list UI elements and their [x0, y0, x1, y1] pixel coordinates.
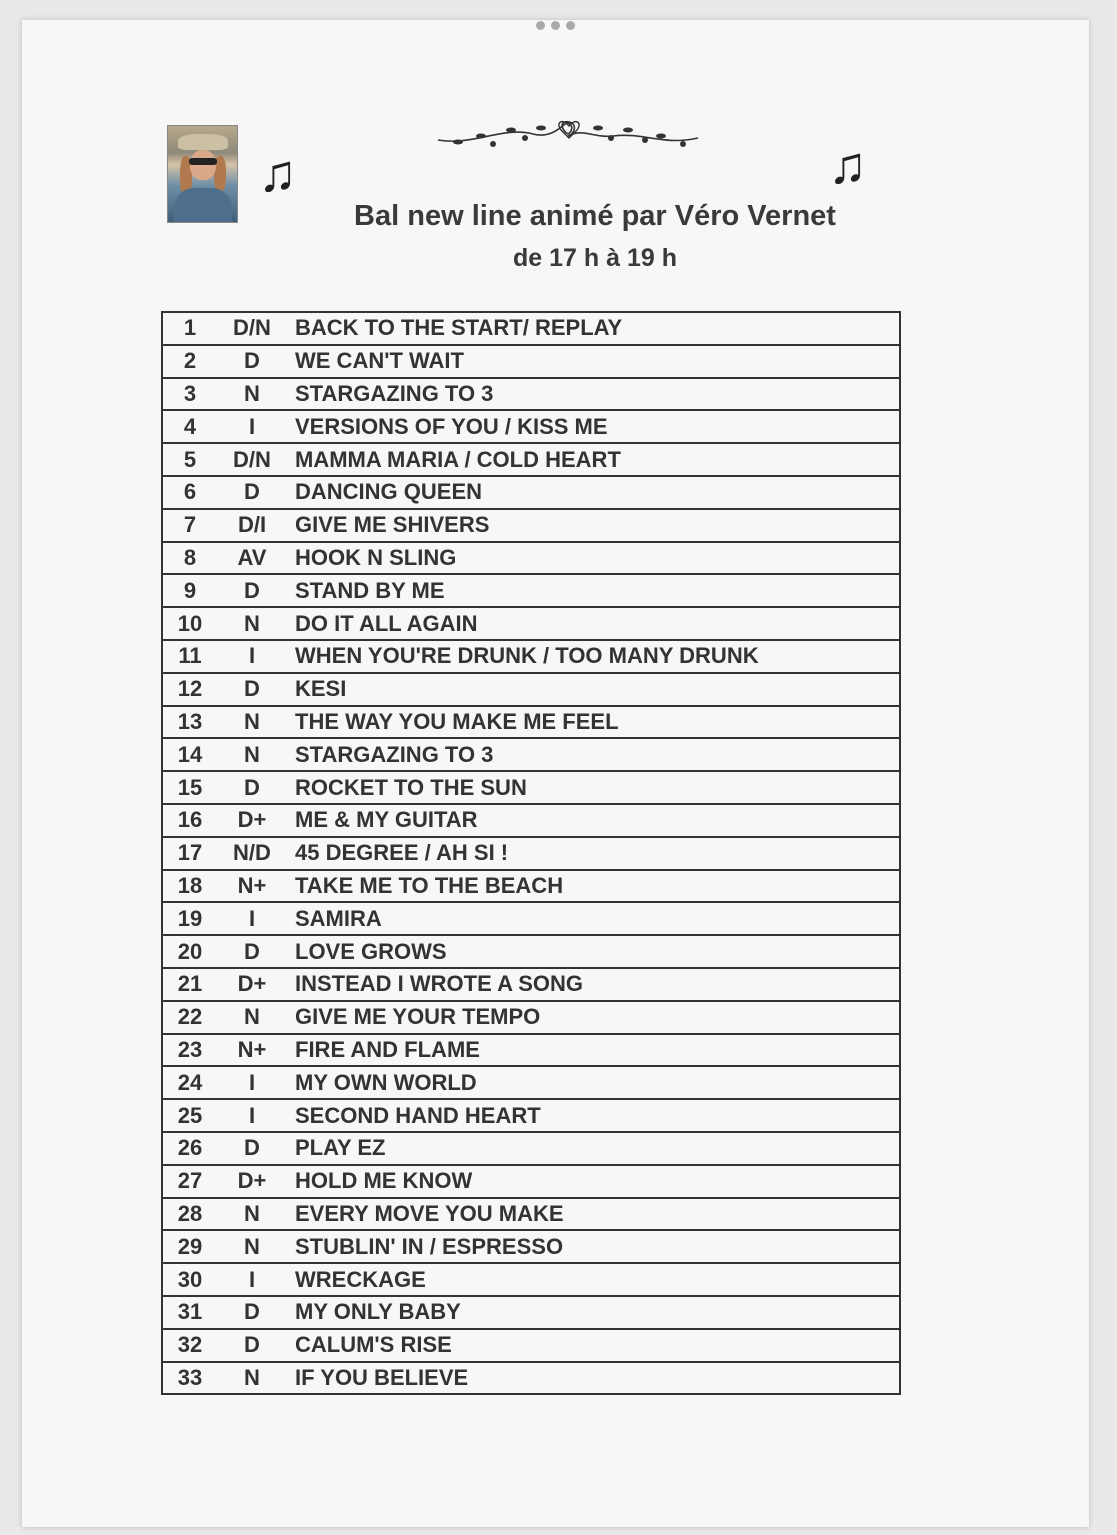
song-title: MY OWN WORLD	[295, 1069, 477, 1095]
song-title: VERSIONS OF YOU / KISS ME	[295, 413, 608, 439]
row-number: 10	[177, 610, 203, 636]
table-row	[163, 871, 899, 904]
table-row	[163, 936, 899, 969]
page-subtitle: de 17 h à 19 h	[513, 244, 677, 272]
song-title: FIRE AND FLAME	[295, 1036, 480, 1062]
table-row	[163, 1067, 899, 1100]
portrait-photo	[167, 125, 238, 223]
song-title: WHEN YOU'RE DRUNK / TOO MANY DRUNK	[295, 643, 759, 669]
dance-level: D	[244, 1332, 260, 1358]
table-row	[163, 411, 899, 444]
dance-level: D	[244, 676, 260, 702]
table-row	[163, 1199, 899, 1232]
dance-level: N+	[237, 1036, 267, 1062]
dance-level: D	[244, 1135, 260, 1161]
song-title: STARGAZING TO 3	[295, 380, 494, 406]
dance-level: N	[244, 708, 260, 734]
table-row	[163, 444, 899, 477]
dance-level: D+	[237, 971, 267, 997]
row-number: 25	[177, 1102, 203, 1128]
table-row	[163, 477, 899, 510]
dance-level: D	[244, 479, 260, 505]
dance-level: D	[244, 938, 260, 964]
song-title: EVERY MOVE YOU MAKE	[295, 1200, 564, 1226]
song-title: WRECKAGE	[295, 1266, 426, 1292]
table-row	[163, 1166, 899, 1199]
song-title: WE CAN'T WAIT	[295, 348, 464, 374]
dance-level: I	[248, 1069, 256, 1095]
row-number: 29	[177, 1233, 203, 1259]
dance-level: N	[244, 1200, 260, 1226]
row-number: 22	[177, 1004, 203, 1030]
song-title: MAMMA MARIA / COLD HEART	[295, 446, 621, 472]
row-number: 24	[177, 1069, 203, 1095]
dance-level: D	[244, 1299, 260, 1325]
song-title: GIVE ME YOUR TEMPO	[295, 1004, 541, 1030]
row-number: 17	[177, 840, 203, 866]
table-row	[163, 379, 899, 412]
dance-level: N+	[237, 872, 267, 898]
playlist-table	[161, 311, 901, 1395]
page-title: Bal new line animé par Véro Vernet	[354, 200, 836, 232]
song-title: HOLD ME KNOW	[295, 1168, 473, 1194]
row-number: 19	[177, 905, 203, 931]
row-number: 4	[183, 413, 197, 439]
row-number: 31	[177, 1299, 203, 1325]
dance-level: D/N	[233, 315, 271, 341]
song-title: KESI	[295, 676, 347, 702]
row-number: 13	[177, 708, 203, 734]
table-row	[163, 739, 899, 772]
song-title: PLAY EZ	[295, 1135, 386, 1161]
song-title: 45 DEGREE / AH SI !	[295, 840, 509, 866]
row-number: 9	[183, 577, 197, 603]
dance-level: D/I	[237, 512, 267, 538]
table-row	[163, 1100, 899, 1133]
row-number: 28	[177, 1200, 203, 1226]
row-number: 12	[177, 676, 203, 702]
row-number: 14	[177, 741, 203, 767]
song-title: STARGAZING TO 3	[295, 741, 494, 767]
dance-level: D	[244, 348, 260, 374]
table-row	[163, 838, 899, 871]
song-title: STUBLIN' IN / ESPRESSO	[295, 1233, 564, 1259]
song-title: SECOND HAND HEART	[295, 1102, 541, 1128]
table-row	[163, 1297, 899, 1330]
table-row	[163, 543, 899, 576]
song-title: STAND BY ME	[295, 577, 445, 603]
row-number: 32	[177, 1332, 203, 1358]
row-number: 6	[183, 479, 197, 505]
table-row	[163, 510, 899, 543]
row-number: 8	[183, 544, 197, 570]
song-title: THE WAY YOU MAKE ME FEEL	[295, 708, 619, 734]
table-row	[163, 346, 899, 379]
song-title: MY ONLY BABY	[295, 1299, 461, 1325]
table-row	[163, 707, 899, 740]
song-title: ME & MY GUITAR	[295, 807, 478, 833]
table-row	[163, 1002, 899, 1035]
dance-level: I	[248, 1266, 256, 1292]
dance-level: N	[244, 1233, 260, 1259]
dance-level: N	[244, 610, 260, 636]
table-row	[163, 608, 899, 641]
row-number: 18	[177, 872, 203, 898]
song-title: SAMIRA	[295, 905, 382, 931]
song-title: LOVE GROWS	[295, 938, 447, 964]
table-row	[163, 575, 899, 608]
song-title: DANCING QUEEN	[295, 479, 483, 505]
row-number: 33	[177, 1364, 203, 1390]
dance-level: N/D	[233, 840, 271, 866]
dance-level: I	[248, 413, 256, 439]
song-title: TAKE ME TO THE BEACH	[295, 872, 564, 898]
music-note-icon: ♫	[258, 145, 297, 203]
music-note-icon: ♫	[828, 137, 867, 195]
song-title: ROCKET TO THE SUN	[295, 774, 527, 800]
row-number: 16	[177, 807, 203, 833]
table-row	[163, 1231, 899, 1264]
dance-level: N	[244, 1364, 260, 1390]
dance-level: D	[244, 577, 260, 603]
row-number: 23	[177, 1036, 203, 1062]
row-number: 20	[177, 938, 203, 964]
row-number: 3	[183, 380, 197, 406]
table-row	[163, 1363, 899, 1396]
table-row	[163, 1264, 899, 1297]
song-title: CALUM'S RISE	[295, 1332, 452, 1358]
row-number: 21	[177, 971, 203, 997]
song-title: GIVE ME SHIVERS	[295, 512, 490, 538]
row-number: 27	[177, 1168, 203, 1194]
song-title: HOOK N SLING	[295, 544, 457, 570]
table-row	[163, 1133, 899, 1166]
dance-level: D+	[237, 807, 267, 833]
table-row	[163, 313, 899, 346]
dance-level: D	[244, 774, 260, 800]
dance-level: AV	[237, 544, 267, 570]
song-title: DO IT ALL AGAIN	[295, 610, 478, 636]
row-number: 26	[177, 1135, 203, 1161]
dance-level: N	[244, 380, 260, 406]
dance-level: I	[248, 905, 256, 931]
row-number: 15	[177, 774, 203, 800]
dance-level: I	[248, 1102, 256, 1128]
row-number: 30	[177, 1266, 203, 1292]
row-number: 1	[183, 315, 197, 341]
table-row	[163, 772, 899, 805]
dance-level: N	[244, 741, 260, 767]
table-row	[163, 903, 899, 936]
dance-level: N	[244, 1004, 260, 1030]
table-row	[163, 641, 899, 674]
row-number: 11	[178, 643, 202, 669]
row-number: 7	[183, 512, 197, 538]
song-title: INSTEAD I WROTE A SONG	[295, 971, 584, 997]
table-row	[163, 805, 899, 838]
table-row	[163, 969, 899, 1002]
more-options-icon[interactable]	[533, 19, 577, 31]
table-row	[163, 1035, 899, 1068]
table-row	[163, 674, 899, 707]
song-title: IF YOU BELIEVE	[295, 1364, 469, 1390]
table-row	[163, 1330, 899, 1363]
dance-level: I	[248, 643, 256, 669]
dance-level: D+	[237, 1168, 267, 1194]
dance-level: D/N	[233, 446, 271, 472]
song-title: BACK TO THE START/ REPLAY	[295, 315, 623, 341]
row-number: 5	[183, 446, 197, 472]
floral-vine-ornament	[433, 116, 703, 158]
row-number: 2	[183, 348, 197, 374]
